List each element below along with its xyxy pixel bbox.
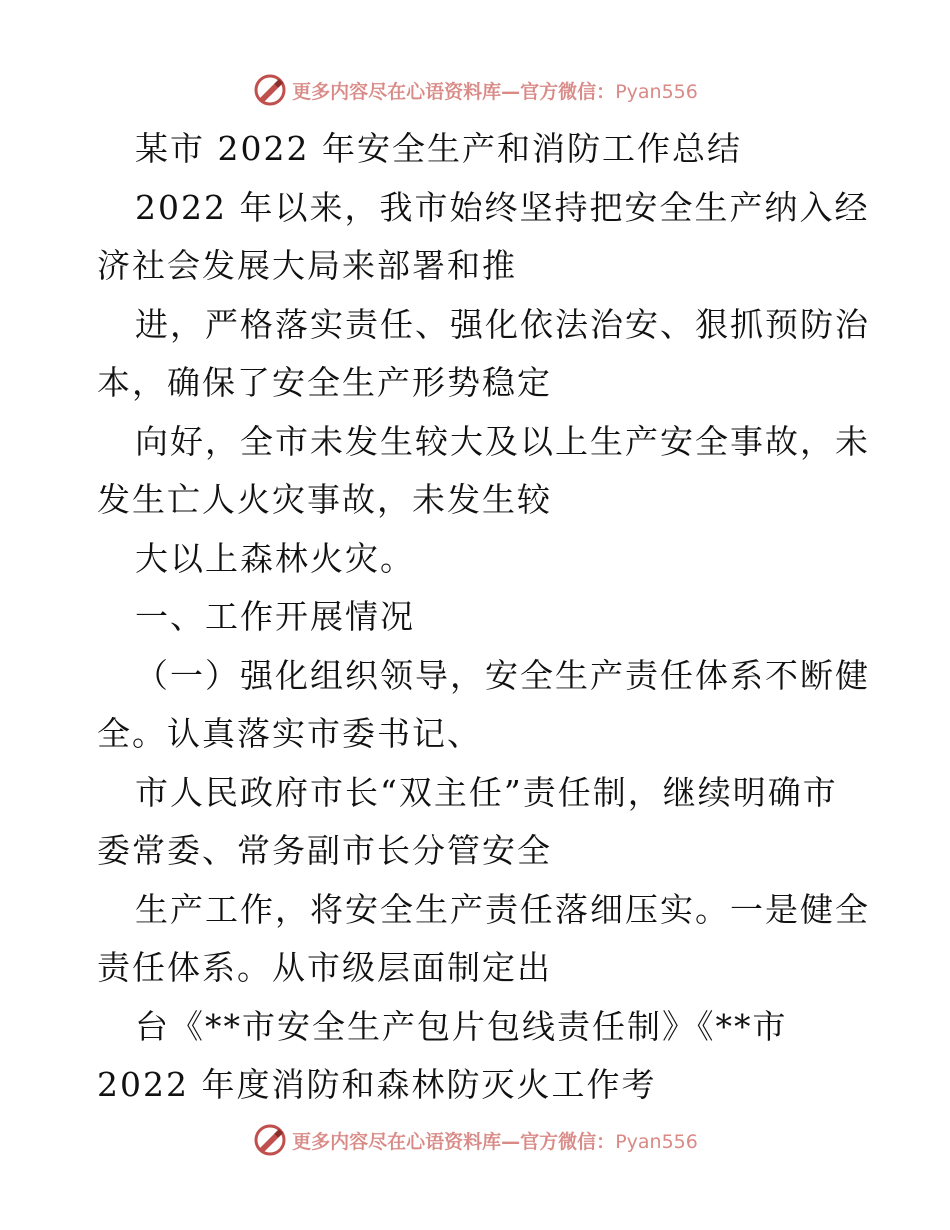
watermark-main: 更多内容尽在心语资料库	[292, 1130, 502, 1153]
paragraph-line: 委常委、常务副市长分管安全	[97, 831, 552, 870]
paragraph-line: 台《**市安全生产包片包线责任制》《**市	[135, 1006, 788, 1046]
watermark-wechat-id: Pyan556	[615, 1130, 698, 1153]
watermark-text	[292, 1127, 698, 1154]
paragraph-line: 2022 年度消防和森林防灭火工作考	[97, 1065, 657, 1104]
watermark-main: 更多内容尽在心语资料库	[292, 80, 502, 103]
document-body	[97, 120, 870, 1115]
document-title: 某市 2022 年安全生产和消防工作总结	[135, 129, 742, 168]
header-watermark	[0, 70, 950, 110]
paragraph-line: 向好，全市未发生较大及以上生产安全事故，未	[135, 421, 870, 461]
paragraph-line: 发生亡人火灾事故，未发生较	[97, 480, 552, 519]
paragraph-line: 济社会发展大局来部署和推	[97, 246, 517, 285]
paragraph-line: 全。认真落实市委书记、	[97, 714, 482, 753]
watermark-label: 官方微信：	[520, 1130, 616, 1153]
paragraph-line: 本，确保了安全生产形势稳定	[97, 363, 552, 402]
footer-watermark	[0, 1120, 950, 1160]
paragraph-line: 生产工作，将安全生产责任落细压实。一是健全	[135, 889, 870, 929]
paragraph-line: 进，严格落实责任、强化依法治安、狠抓预防治	[135, 304, 870, 344]
brand-logo-icon	[252, 72, 288, 108]
brand-logo-icon	[252, 1122, 288, 1158]
watermark-label: 官方微信：	[520, 80, 616, 103]
watermark-separator: —	[501, 80, 521, 103]
watermark-separator: —	[501, 1130, 521, 1153]
paragraph-line: 大以上森林火灾。	[135, 538, 415, 578]
watermark-text	[292, 77, 698, 104]
paragraph-line: 责任体系。从市级层面制定出	[97, 948, 552, 987]
paragraph-line: 2022 年以来，我市始终坚持把安全生产纳入经	[135, 187, 870, 227]
watermark-wechat-id: Pyan556	[615, 80, 698, 103]
section-heading: 一、工作开展情况	[135, 597, 415, 636]
subsection-heading: （一）强化组织领导，安全生产责任体系不断健	[135, 655, 870, 695]
paragraph-line: 市人民政府市长“双主任”责任制，继续明确市	[135, 772, 838, 812]
